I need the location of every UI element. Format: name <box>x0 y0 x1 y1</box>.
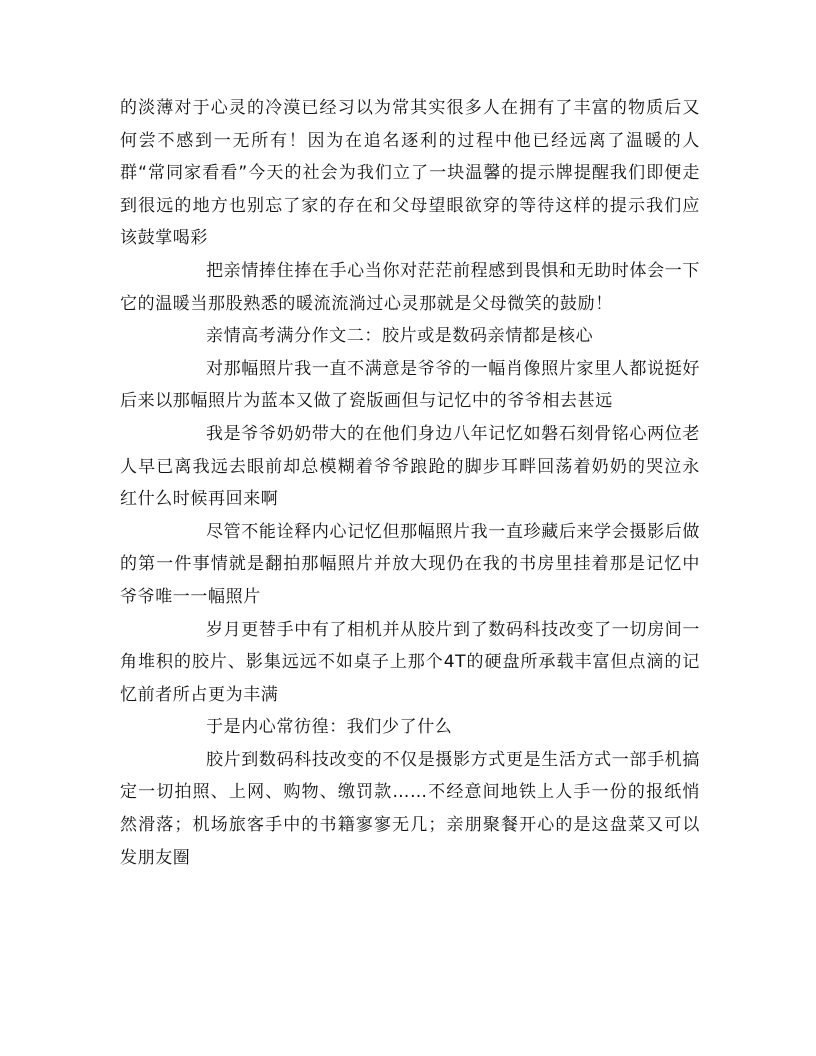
paragraph-grandparents: 我是爷爷奶奶带大的在他们身边八年记忆如磐石刻骨铭心两位老人早已离我远去眼前却总模糊着爷爷踉跄的脚步耳畔回荡着奶奶的哭泣永红什么时候再回来啊 <box>120 423 700 510</box>
paragraph-cherish-family: 把亲情捧住捧在手心当你对茫茫前程感到畏惧和无助时体会一下它的温暖当那股熟悉的暖流流淌过心灵那就是父母微笑的鼓励！ <box>120 260 700 314</box>
essay-heading: 亲情高考满分作文二：胶片或是数码亲情都是核心 <box>206 326 594 347</box>
paragraph-continued: 的淡薄对于心灵的冷漠已经习以为常其实很多人在拥有了丰富的物质后又何尝不感到一无所有！因为在追名逐利的过程中他已经远离了温暖的人群“常同家看看”今天的社会为我们立了一块温馨的提示牌提醒我们即便走到很远的地方也别忘了家的存在和父母望眼欲穿的等待这样的提示我们应该鼓掌喝彩 <box>120 98 700 249</box>
paragraph-question: 于是内心常彷徨：我们少了什么 <box>206 717 453 738</box>
body-text <box>120 92 700 874</box>
paragraph-digital-life: 胶片到数码科技改变的不仅是摄影方式更是生活方式一部手机搞定一切拍照、上网、购物、缴罚款……不经意间地铁上人手一份的报纸悄然滑落；机场旅客手中的书籍寥寥无几；亲朋聚餐开心的是这盘菜又可以发朋友圈 <box>120 749 700 868</box>
paragraph-photo: 对那幅照片我一直不满意是爷爷的一幅肖像照片家里人都说挺好后来以那幅照片为蓝本又做了瓷版画但与记忆中的爷爷相去甚远 <box>120 358 700 412</box>
paragraph-years: 岁月更替手中有了相机并从胶片到了数码科技改变了一切房间一角堆积的胶片、影集远远不如桌子上那个4T的硬盘所承载丰富但点滴的记忆前者所占更为丰满 <box>120 619 700 705</box>
paragraph-treasure: 尽管不能诠释内心记忆但那幅照片我一直珍藏后来学会摄影后做的第一件事情就是翻拍那幅照片并放大现仍在我的书房里挂着那是记忆中爷爷唯一一幅照片 <box>120 521 700 607</box>
